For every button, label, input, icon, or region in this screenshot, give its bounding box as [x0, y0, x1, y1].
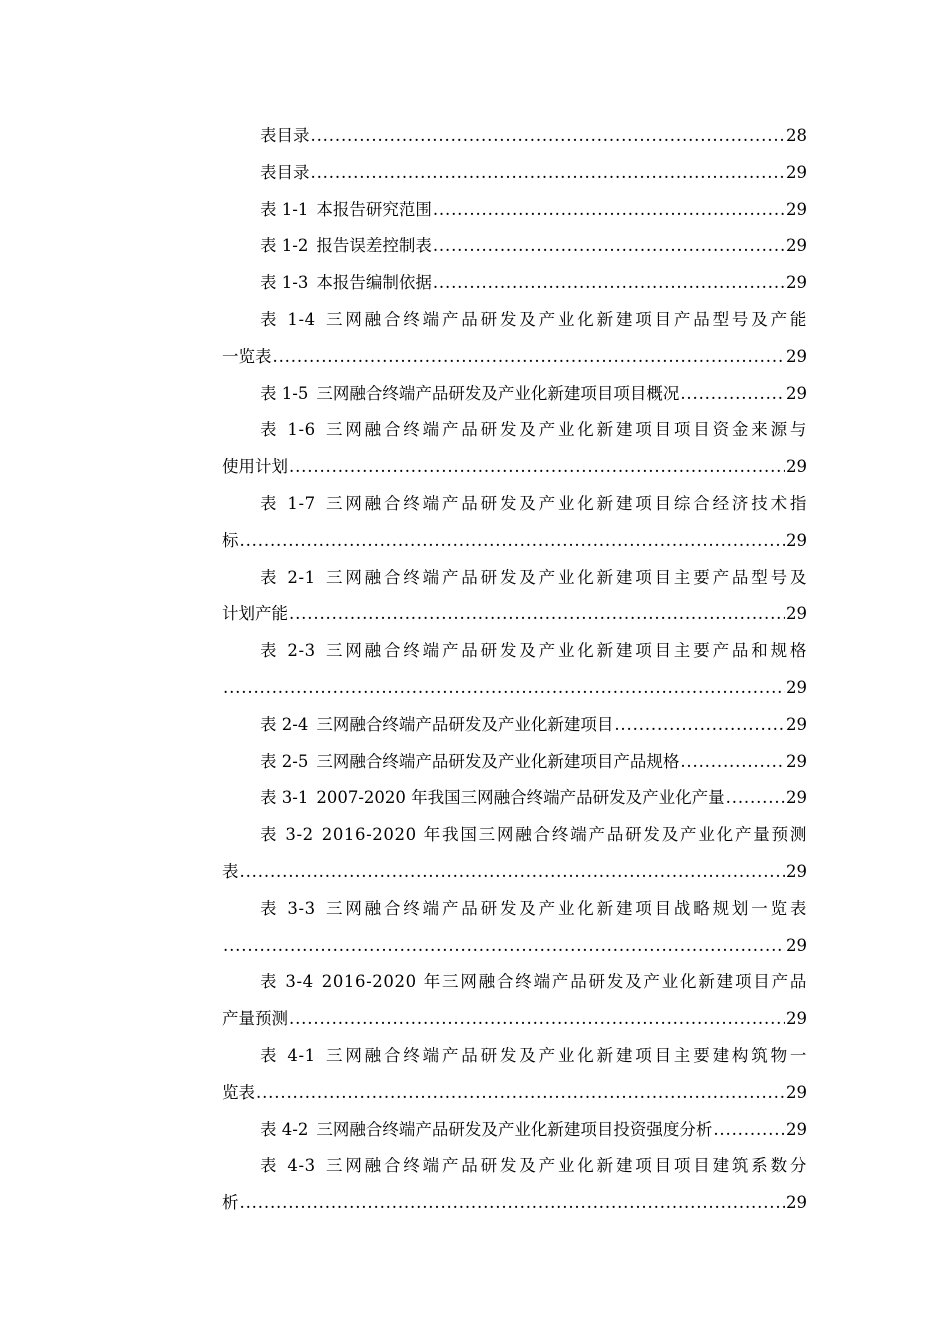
toc-entry[interactable] — [222, 1038, 807, 1112]
toc-entry[interactable] — [222, 192, 807, 229]
entry-title: 表目录 — [260, 162, 310, 182]
toc-entry[interactable] — [222, 486, 807, 560]
entry-title: 本报告编制依据 — [316, 273, 432, 293]
entry-title-line1: 三网融合终端产品研发及产业化新建项目主要建构筑物一 — [323, 1045, 807, 1065]
page-number: 29 — [786, 162, 807, 182]
entry-title: 2007-2020 年我国三网融合终端产品研发及产业化产量 — [316, 788, 725, 808]
entry-title: 表目录 — [260, 126, 310, 145]
toc-entry[interactable] — [222, 265, 807, 302]
table-number: 表 4-3 — [260, 1156, 316, 1176]
table-of-figures — [222, 118, 807, 1222]
entry-title-line2: 使用计划 — [222, 457, 288, 477]
toc-entry[interactable] — [222, 744, 807, 781]
dot-leader — [713, 1112, 785, 1149]
entry-title-line1: 2016-2020 年三网融合终端产品研发及产业化新建项目产品 — [321, 972, 807, 992]
toc-entry[interactable] — [222, 817, 807, 891]
entry-title: 三网融合终端产品研发及产业化新建项目产品规格 — [316, 751, 680, 771]
table-number: 表 2-5 — [260, 751, 309, 771]
page-number: 29 — [786, 1193, 807, 1213]
page-number: 29 — [786, 346, 807, 366]
page-number: 29 — [786, 935, 807, 955]
entry-title-line1: 三网融合终端产品研发及产业化新建项目综合经济技术指 — [323, 493, 807, 513]
dot-leader — [433, 265, 785, 302]
toc-entry[interactable] — [222, 891, 807, 965]
dot-leader — [240, 1185, 786, 1222]
dot-leader — [311, 155, 786, 192]
entry-title: 三网融合终端产品研发及产业化新建项目 — [316, 714, 614, 734]
toc-entry[interactable] — [222, 228, 807, 265]
dot-leader — [433, 228, 785, 265]
table-number: 表 1-6 — [260, 420, 316, 440]
table-number: 表 4-1 — [260, 1045, 316, 1065]
dot-leader — [289, 1001, 785, 1038]
page-number: 29 — [786, 861, 807, 881]
dot-leader — [223, 670, 785, 707]
page-number: 29 — [786, 199, 807, 219]
toc-entry[interactable] — [222, 780, 807, 817]
table-number: 表 2-4 — [260, 714, 309, 734]
dot-leader — [289, 449, 785, 486]
page-number: 29 — [786, 236, 807, 256]
page-number: 29 — [786, 677, 807, 697]
entry-title-line2: 一览表 — [222, 346, 272, 366]
table-number: 表 3-4 — [260, 972, 314, 992]
entry-title: 报告误差控制表 — [316, 236, 432, 256]
entry-title: 三网融合终端产品研发及产业化新建项目投资强度分析 — [316, 1119, 713, 1139]
table-number: 表 2-3 — [260, 641, 316, 661]
toc-entry[interactable] — [222, 1148, 807, 1222]
entry-title-line1: 2016-2020 年我国三网融合终端产品研发及产业化产量预测 — [321, 825, 807, 845]
toc-entry[interactable] — [222, 412, 807, 486]
dot-leader — [680, 744, 785, 781]
table-number: 表 3-1 — [260, 788, 309, 808]
entry-title-line2: 析 — [222, 1193, 239, 1213]
dot-leader — [433, 192, 785, 229]
dot-leader — [726, 780, 785, 817]
entry-title-line1: 三网融合终端产品研发及产业化新建项目主要产品型号及 — [323, 567, 807, 587]
table-number: 表 2-1 — [260, 567, 316, 587]
table-number: 表 1-3 — [260, 273, 309, 293]
table-number: 表 1-5 — [260, 383, 309, 403]
toc-entry[interactable] — [222, 707, 807, 744]
table-number: 表 1-4 — [260, 309, 316, 329]
page-number: 29 — [786, 1082, 807, 1102]
table-number: 表 3-2 — [260, 825, 314, 845]
page-number: 29 — [786, 1009, 807, 1029]
entry-title-line2: 产量预测 — [222, 1009, 288, 1029]
toc-entry[interactable] — [222, 118, 807, 155]
toc-entry[interactable] — [222, 302, 807, 376]
entry-title-line2: 计划产能 — [222, 604, 288, 624]
entry-title-line2: 览表 — [222, 1082, 255, 1102]
page-number: 29 — [786, 751, 807, 771]
table-number: 表 1-1 — [260, 199, 309, 219]
dot-leader — [240, 854, 786, 891]
dot-leader — [256, 1075, 785, 1112]
entry-title-line1: 三网融合终端产品研发及产业化新建项目项目建筑系数分 — [323, 1156, 807, 1176]
page-number: 29 — [786, 383, 807, 403]
dot-leader — [311, 118, 786, 155]
table-number: 表 3-3 — [260, 898, 316, 918]
toc-entry[interactable] — [222, 155, 807, 192]
dot-leader — [614, 707, 785, 744]
page-number: 29 — [786, 273, 807, 293]
toc-entry[interactable] — [222, 1112, 807, 1149]
dot-leader — [273, 339, 786, 376]
entry-title-line2: 表 — [222, 861, 239, 881]
entry-title-line1: 三网融合终端产品研发及产业化新建项目产品型号及产能 — [323, 309, 807, 329]
page-number: 29 — [786, 1119, 807, 1139]
entry-title: 三网融合终端产品研发及产业化新建项目项目概况 — [316, 383, 680, 403]
entry-title-line2: 标 — [222, 530, 239, 550]
page-number: 29 — [786, 604, 807, 624]
page-number: 28 — [786, 126, 807, 145]
dot-leader — [289, 596, 785, 633]
toc-entry[interactable] — [222, 633, 807, 707]
table-number: 表 1-7 — [260, 493, 316, 513]
toc-entry[interactable] — [222, 376, 807, 413]
entry-title-line1: 三网融合终端产品研发及产业化新建项目主要产品和规格 — [323, 641, 807, 661]
page-number: 29 — [786, 530, 807, 550]
page-number: 29 — [786, 714, 807, 734]
toc-entry[interactable] — [222, 560, 807, 634]
page-number: 29 — [786, 788, 807, 808]
table-number: 表 4-2 — [260, 1119, 309, 1139]
table-number: 表 1-2 — [260, 236, 309, 256]
entry-title-line1: 三网融合终端产品研发及产业化新建项目项目资金来源与 — [323, 420, 807, 440]
dot-leader — [680, 376, 785, 413]
toc-entry[interactable] — [222, 964, 807, 1038]
entry-title: 本报告研究范围 — [316, 199, 432, 219]
page-number: 29 — [786, 457, 807, 477]
dot-leader — [223, 928, 785, 965]
dot-leader — [240, 523, 786, 560]
entry-title-line1: 三网融合终端产品研发及产业化新建项目战略规划一览表 — [323, 898, 807, 918]
